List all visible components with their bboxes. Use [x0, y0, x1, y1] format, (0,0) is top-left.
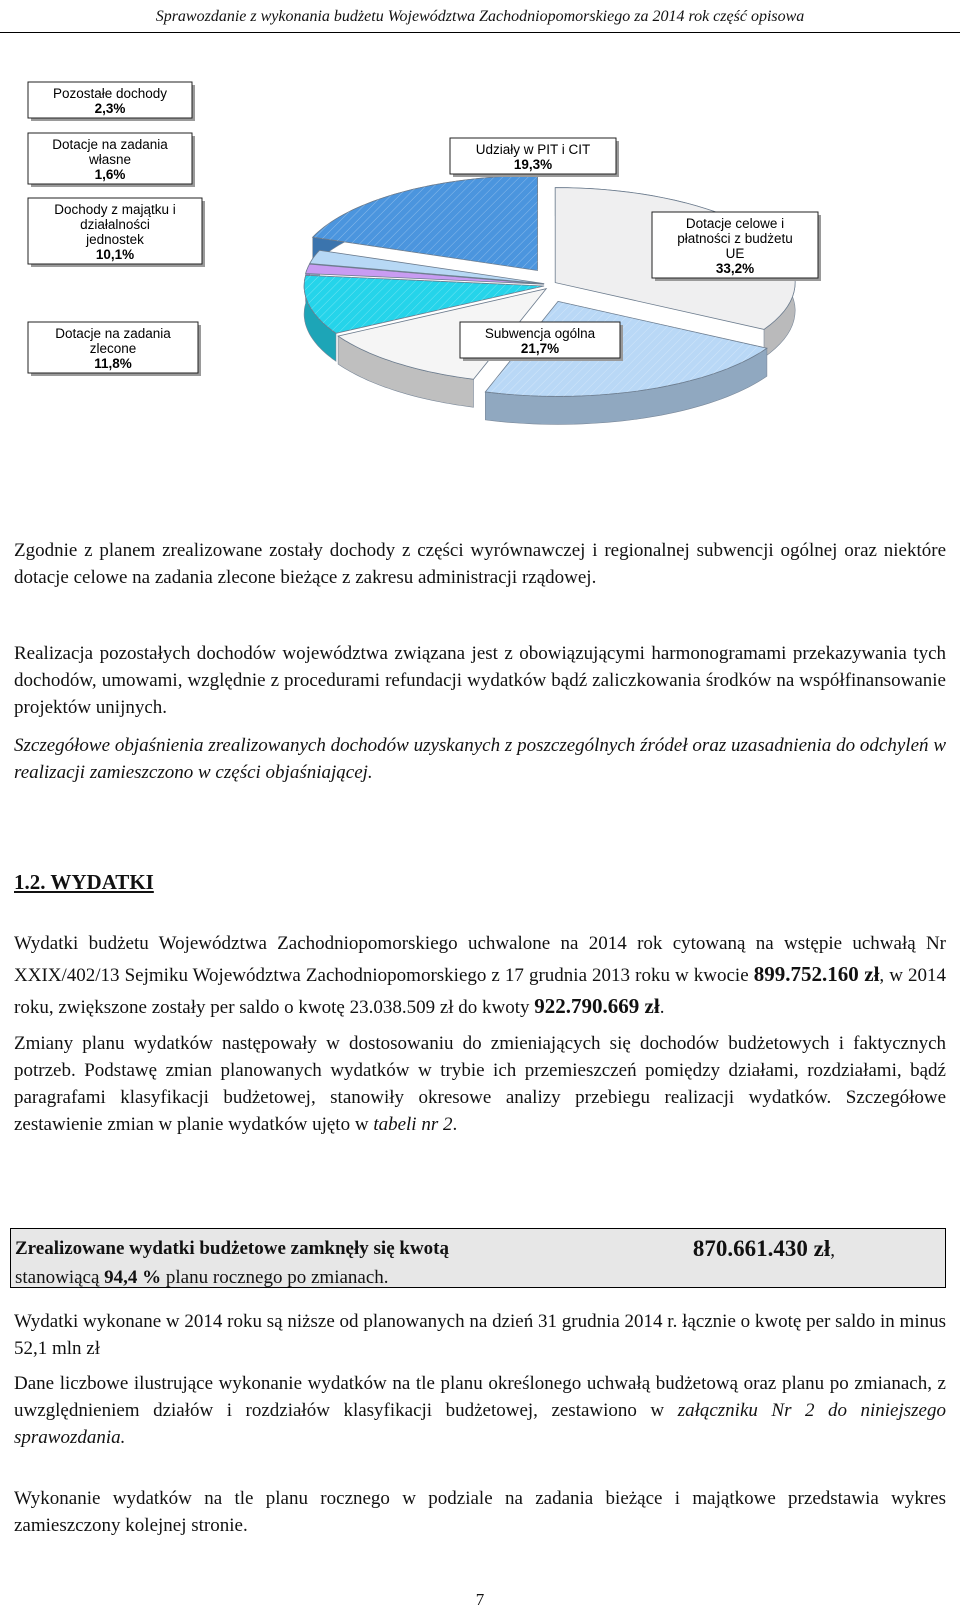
- pie-label-text: zlecone: [89, 341, 137, 356]
- pie-label-text: działalności: [80, 217, 150, 232]
- pie-label-text: Dotacje celowe i: [685, 216, 785, 231]
- pie-label-text: płatności z budżetu: [677, 231, 793, 246]
- pie-label-value: 11,8%: [94, 356, 132, 371]
- paragraph-6: Wydatki wykonane w 2014 roku są niższe od planowanych na dzień 31 grudnia 2014 r. łącznie o kwotę per saldo in minus 52,1 mln zł: [14, 1311, 946, 1359]
- paragraph-3: Szczegółowe objaśnienia zrealizowanych dochodów uzyskanych z poszczególnych źródeł oraz uzasadnienia do odchyleń w realizacji zamieszczono w części objaśniającej.: [14, 735, 946, 783]
- pie-label-1: [652, 212, 821, 281]
- pie-label-value: 21,7%: [520, 341, 560, 356]
- summary-box: Zrealizowane wydatki budżetowe zamknęły się kwotą 870.661.430 zł, stanowiącą 94,4 % planu rocznego po zmianach.: [10, 1228, 946, 1288]
- paragraph-4: Wydatki budżetu Województwa Zachodniopomorskiego uchwalone na 2014 rok cytowaną na wstępie uchwałą Nr XXIX/402/13 Sejmiku Województwa Zachodniopomorskiego z 17 grudnia 2013 roku w kwocie 899.752.160 zł, w 2014 roku, zwiększone zostały per saldo o kwotę 23.038.509 zł do kwoty 922.790.669 zł.: [14, 933, 947, 1018]
- paragraph-7: Dane liczbowe ilustrujące wykonanie wydatków na tle planu określonego uchwałą budżetową oraz planu po zmianach, z uwzględnieniem działów i rozdziałów klasyfikacji budżetowej, zestawiono w załączniku Nr 2 do niniejszego sprawozdania.: [14, 1373, 946, 1448]
- pie-label-5: [28, 133, 195, 187]
- pie-label-text: Udziały w PIT i CIT: [475, 142, 591, 157]
- pie-label-text: jednostek: [86, 232, 144, 247]
- summary-text: Zrealizowane wydatki budżetowe zamknęły się kwotą: [15, 1238, 449, 1259]
- paragraph-2: Realizacja pozostałych dochodów województwa związana jest z obowiązującymi harmonogramami przekazywania tych dochodów, umowami, względnie z procedurami refundacji wydatków bądź zaliczkowania środków na współfinansowanie projektów unijnych.: [14, 643, 946, 718]
- amount-after-changes: 922.790.669 zł: [534, 994, 660, 1018]
- pie-label-text: Dotacje na zadania: [55, 326, 171, 341]
- pie-label-value: 1,6%: [94, 167, 126, 182]
- pie-label-text: UE: [725, 246, 745, 261]
- paragraph-8: Wykonanie wydatków na tle planu rocznego w podziale na zadania bieżące i majątkowe przedstawia wykres zamieszczony kolejnej stronie.: [14, 1488, 946, 1536]
- pie-label-2: [460, 322, 623, 361]
- paragraph-1: Zgodnie z planem zrealizowane zostały dochody z części wyrównawczej i regionalnej subwencji ogólnej oraz niektóre dotacje celowe na zadania zlecone bieżące z zakresu administracji rządowej.: [14, 540, 946, 588]
- amount-initial: 899.752.160 zł: [753, 962, 880, 986]
- running-header: Sprawozdanie z wykonania budżetu Województwa Zachodniopomorskiego za 2014 rok część opisowa: [0, 0, 960, 33]
- pie-label-value: 2,3%: [94, 101, 126, 116]
- paragraph-5: Zmiany planu wydatków następowały w dostosowaniu do zmieniających się dochodów budżetowych i faktycznych potrzeb. Podstawę zmian planowanych wydatków w trybie ich przemieszczeń pomiędzy działami, rozdziałami, bądź paragrafami klasyfikacji budżetowej, stanowiły okresowe analizy przebiegu realizacji wydatków. Szczegółowe zestawienie zmian w planie wydatków ujęto w tabeli nr 2.: [14, 1033, 946, 1135]
- summary-percent: 94,4 %: [104, 1267, 162, 1288]
- page-number: 7: [475, 1590, 485, 1609]
- pie-label-value: 33,2%: [715, 261, 755, 276]
- pie-label-6: [28, 82, 195, 121]
- pie-label-text: Subwencja ogólna: [484, 326, 596, 341]
- pie-label-4: [28, 198, 205, 267]
- pie-label-text: Pozostałe dochody: [52, 86, 168, 101]
- revenue-pie-chart: [0, 60, 960, 480]
- pie-label-text: własne: [88, 152, 132, 167]
- pie-label-value: 10,1%: [95, 247, 135, 262]
- pie-label-text: Dochody z majątku i: [54, 202, 176, 217]
- pie-label-7: [450, 138, 619, 177]
- pie-label-value: 19,3%: [513, 157, 553, 172]
- pie-label-3: [28, 322, 201, 376]
- summary-amount: 870.661.430 zł: [692, 1236, 831, 1261]
- section-heading: 1.2. WYDATKI: [14, 870, 154, 894]
- pie-label-text: Dotacje na zadania: [52, 137, 168, 152]
